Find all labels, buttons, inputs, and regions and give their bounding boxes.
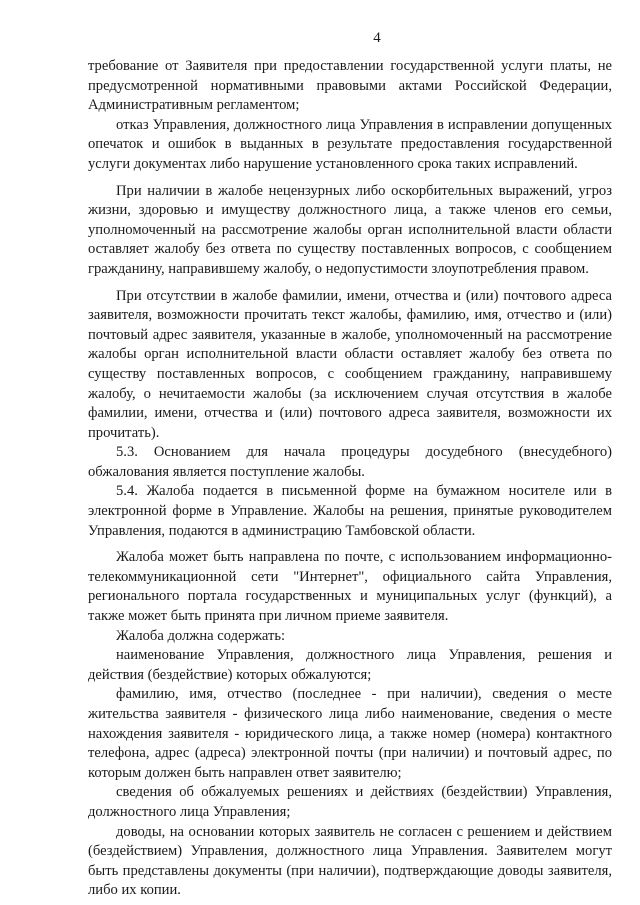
paragraph: фамилию, имя, отчество (последнее - при наличии), сведения о месте жительства заявителя - физического лица либо наименование, сведения о месте нахождения заявителя - юридического лица, а также номер (номера) контактного телефона, адрес (адреса) электронной почты (при наличии) и почтовый адрес, по которым должен быть направлен ответ заявителю; [88,686,612,781]
paragraph: 5.4. Жалоба подается в письменной форме на бумажном носителе или в электронной форме в Управление. Жалобы на решения, принятые руководителем Управления, подаются в администрацию Тамбовской области. [88,483,612,539]
document-body [88,57,612,901]
paragraph: 5.3. Основанием для начала процедуры досудебного (внесудебного) обжалования является поступление жалобы. [88,444,612,480]
paragraph: доводы, на основании которых заявитель не согласен с решением и действием (бездействием) Управления, должностного лица Управления. Заявителем могут быть представлены документы (при наличии), подтверждающие доводы заявителя, либо их копии. [88,823,612,899]
paragraph: При наличии в жалобе нецензурных либо оскорбительных выражений, угроз жизни, здоровью и имуществу должностного лица, а также членов его семьи, уполномоченный на рассмотрение жалобы орган исполнительной власти области оставляет жалобу без ответа по существу поставленных вопросов, с сообщением гражданину, направившему жалобу, о недопустимости злоупотребления правом. [88,182,612,277]
paragraph: отказ Управления, должностного лица Управления в исправлении допущенных опечаток и ошибок в выданных в результате предоставления государственной услуги документах либо нарушение установленного срока таких исправлений. [88,116,612,172]
paragraph: сведения об обжалуемых решениях и действиях (бездействии) Управления, должностного лица Управления; [88,784,612,820]
paragraph: требование от Заявителя при предоставлении государственной услуги платы, не предусмотренной нормативными правовыми актами Российской Федерации, Административным регламентом; [88,58,612,114]
paragraph: Жалоба должна содержать: [116,627,286,644]
paragraph: наименование Управления, должностного лица Управления, решения и действия (бездействие) которых обжалуются; [88,647,612,683]
page-number: 4 [373,30,381,46]
paragraph: Жалоба может быть направлена по почте, с использованием информационно-телекоммуникационной сети "Интернет", официального сайта Управления, регионального портала государственных и муниципальных услуг (функций), а также может быть принята при личном приеме заявителя. [88,549,612,625]
paragraph: При отсутствии в жалобе фамилии, имени, отчества и (или) почтового адреса заявителя, возможности прочитать текст жалобы, фамилию, имя, отчество и (или) почтовый адрес заявителя, указанные в жалобе, уполномоченный на рассмотрение жалобы орган исполнительной власти области оставляет жалобу без ответа по существу поставленных вопросов, с сообщением гражданину, направившему жалобу, о нечитаемости жалобы (за исключением случая отсутствия в жалобе фамилии, имени, отчества и (или) почтового адреса заявителя, возможности их прочитать). [88,287,612,441]
